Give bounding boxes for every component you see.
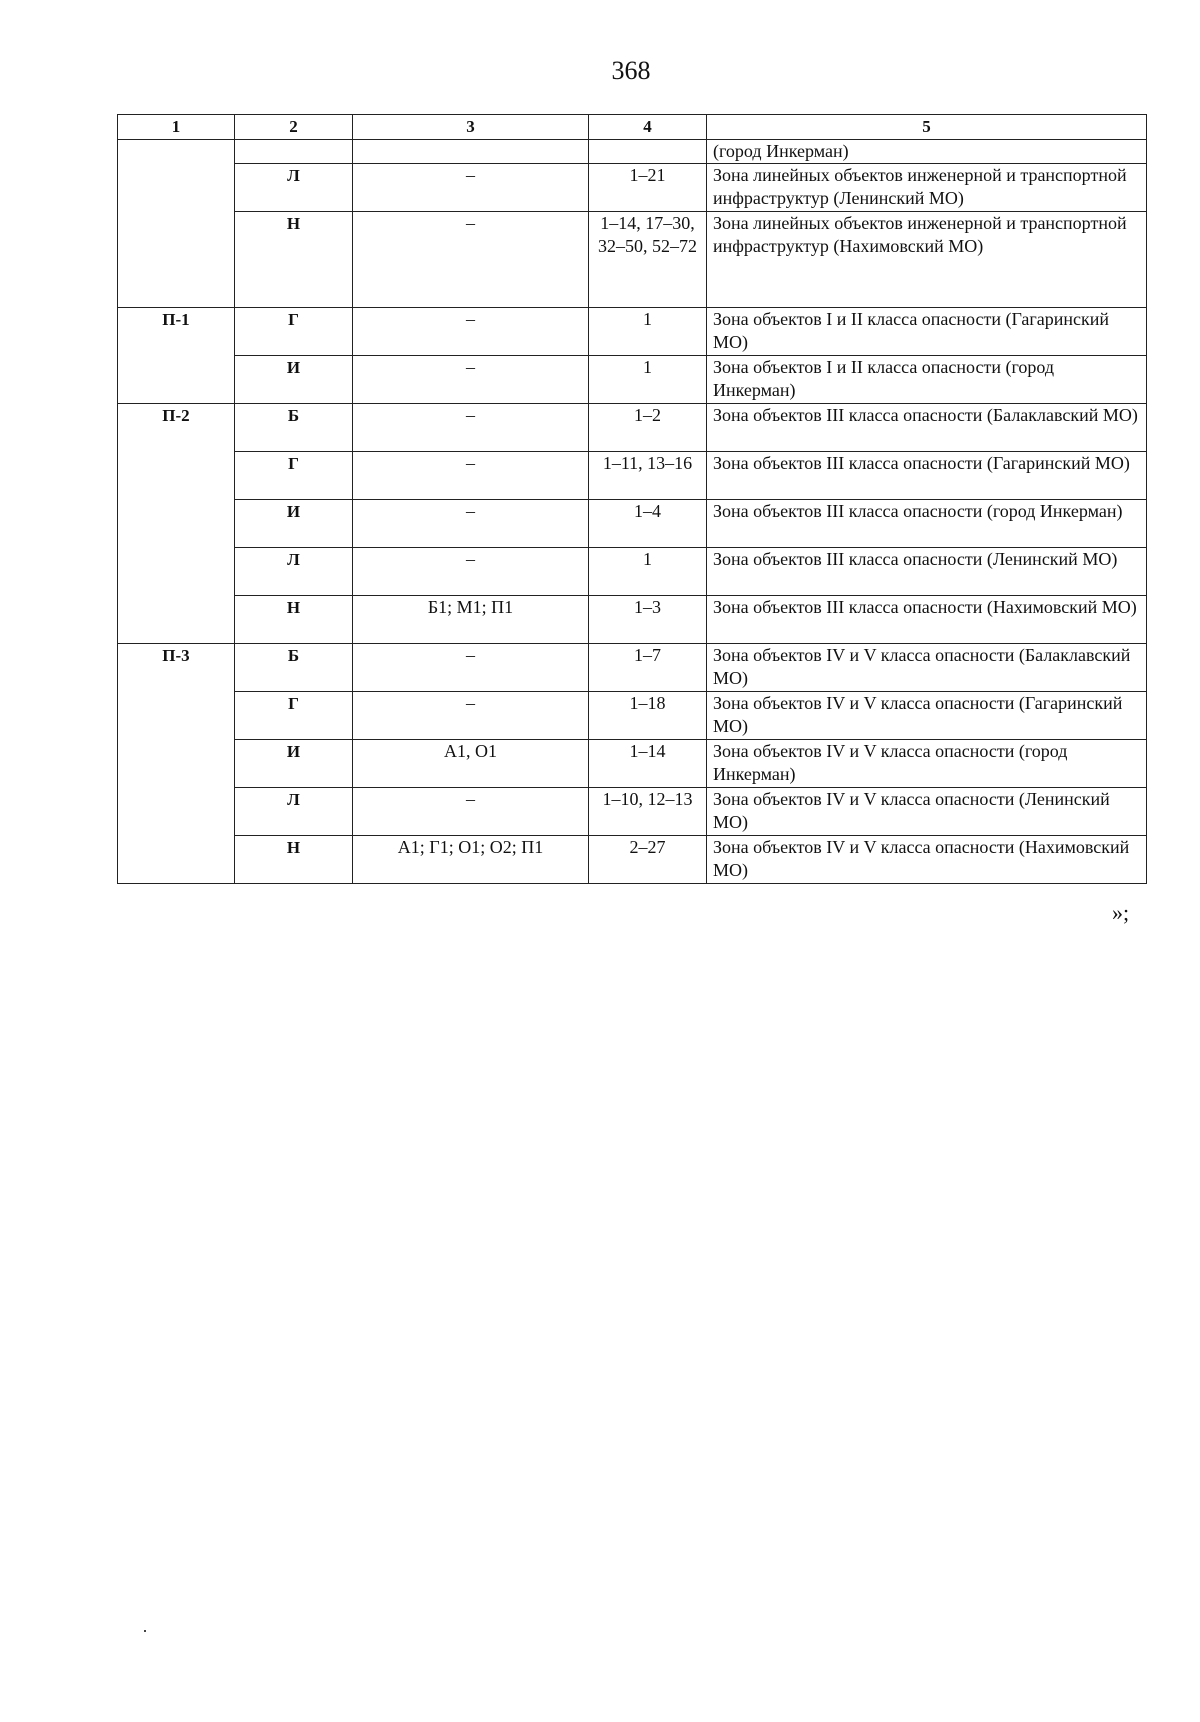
header-col-3: 3 (353, 115, 589, 140)
district-code-cell: И (235, 500, 353, 548)
numbers-cell: 2–27 (589, 836, 707, 884)
description-cell: Зона объектов III класса опасности (Гагаринский МО) (707, 452, 1147, 500)
subzone-cell (353, 140, 589, 164)
table-row (118, 596, 1147, 644)
numbers-cell: 1–7 (589, 644, 707, 692)
district-code-cell: Г (235, 308, 353, 356)
table-row (118, 740, 1147, 788)
zone-code-cell: П-1 (118, 308, 235, 404)
table-row (118, 548, 1147, 596)
numbers-cell: 1 (589, 548, 707, 596)
description-cell: Зона объектов IV и V класса опасности (Гагаринский МО) (707, 692, 1147, 740)
description-cell: Зона объектов I и II класса опасности (Гагаринский МО) (707, 308, 1147, 356)
numbers-cell: 1–10, 12–13 (589, 788, 707, 836)
district-code-cell: И (235, 356, 353, 404)
subzone-cell: – (353, 548, 589, 596)
description-cell: Зона линейных объектов инженерной и транспортной инфраструктур (Нахимовский МО) (707, 212, 1147, 308)
header-col-4: 4 (589, 115, 707, 140)
table-header-row (118, 115, 1147, 140)
district-code-cell: Л (235, 788, 353, 836)
numbers-cell: 1–18 (589, 692, 707, 740)
numbers-cell: 1–2 (589, 404, 707, 452)
table-row (118, 692, 1147, 740)
zone-code-cell (118, 140, 235, 308)
table-row (118, 140, 1147, 164)
table-row (118, 404, 1147, 452)
district-code-cell: Л (235, 164, 353, 212)
district-code-cell: И (235, 740, 353, 788)
description-cell: Зона объектов IV и V класса опасности (город Инкерман) (707, 740, 1147, 788)
numbers-cell: 1 (589, 308, 707, 356)
zone-code-cell: П-2 (118, 404, 235, 644)
district-code-cell: Н (235, 836, 353, 884)
subzone-cell: – (353, 452, 589, 500)
description-cell: Зона объектов III класса опасности (Нахимовский МО) (707, 596, 1147, 644)
description-cell: Зона объектов III класса опасности (город Инкерман) (707, 500, 1147, 548)
numbers-cell: 1–14, 17–30, 32–50, 52–72 (589, 212, 707, 308)
header-col-2: 2 (235, 115, 353, 140)
page-number: 368 (611, 56, 651, 85)
table-row (118, 356, 1147, 404)
table-row (118, 644, 1147, 692)
numbers-cell: 1–14 (589, 740, 707, 788)
district-code-cell: Н (235, 596, 353, 644)
subzone-cell: – (353, 308, 589, 356)
subzone-cell: – (353, 356, 589, 404)
numbers-cell (589, 140, 707, 164)
table-row (118, 212, 1147, 308)
subzone-cell: – (353, 692, 589, 740)
district-code-cell: Г (235, 452, 353, 500)
district-code-cell (235, 140, 353, 164)
numbers-cell: 1–4 (589, 500, 707, 548)
table-row (118, 308, 1147, 356)
numbers-cell: 1 (589, 356, 707, 404)
numbers-cell: 1–3 (589, 596, 707, 644)
description-cell: Зона объектов IV и V класса опасности (Ленинский МО) (707, 788, 1147, 836)
closing-quote-mark: »; (1112, 900, 1130, 925)
scan-speck (144, 1630, 146, 1632)
table-row (118, 164, 1147, 212)
description-cell: Зона линейных объектов инженерной и транспортной инфраструктур (Ленинский МО) (707, 164, 1147, 212)
subzone-cell: А1; Г1; О1; О2; П1 (353, 836, 589, 884)
numbers-cell: 1–21 (589, 164, 707, 212)
description-cell: Зона объектов I и II класса опасности (город Инкерман) (707, 356, 1147, 404)
district-code-cell: Г (235, 692, 353, 740)
table-row (118, 452, 1147, 500)
header-col-1: 1 (118, 115, 235, 140)
table-row (118, 788, 1147, 836)
subzone-cell: – (353, 212, 589, 308)
subzone-cell: – (353, 164, 589, 212)
description-cell: (город Инкерман) (707, 140, 1147, 164)
table-row (118, 500, 1147, 548)
district-code-cell: Б (235, 644, 353, 692)
subzone-cell: – (353, 788, 589, 836)
description-cell: Зона объектов IV и V класса опасности (Балаклавский МО) (707, 644, 1147, 692)
numbers-cell: 1–11, 13–16 (589, 452, 707, 500)
description-cell: Зона объектов III класса опасности (Ленинский МО) (707, 548, 1147, 596)
subzone-cell: – (353, 644, 589, 692)
subzone-cell: А1, О1 (353, 740, 589, 788)
subzone-cell: – (353, 500, 589, 548)
district-code-cell: Н (235, 212, 353, 308)
description-cell: Зона объектов III класса опасности (Балаклавский МО) (707, 404, 1147, 452)
table-row (118, 836, 1147, 884)
header-col-5: 5 (707, 115, 1147, 140)
subzone-cell: – (353, 404, 589, 452)
district-code-cell: Б (235, 404, 353, 452)
description-cell: Зона объектов IV и V класса опасности (Нахимовский МО) (707, 836, 1147, 884)
zone-code-cell: П-3 (118, 644, 235, 884)
zones-table (117, 114, 1147, 884)
district-code-cell: Л (235, 548, 353, 596)
subzone-cell: Б1; М1; П1 (353, 596, 589, 644)
